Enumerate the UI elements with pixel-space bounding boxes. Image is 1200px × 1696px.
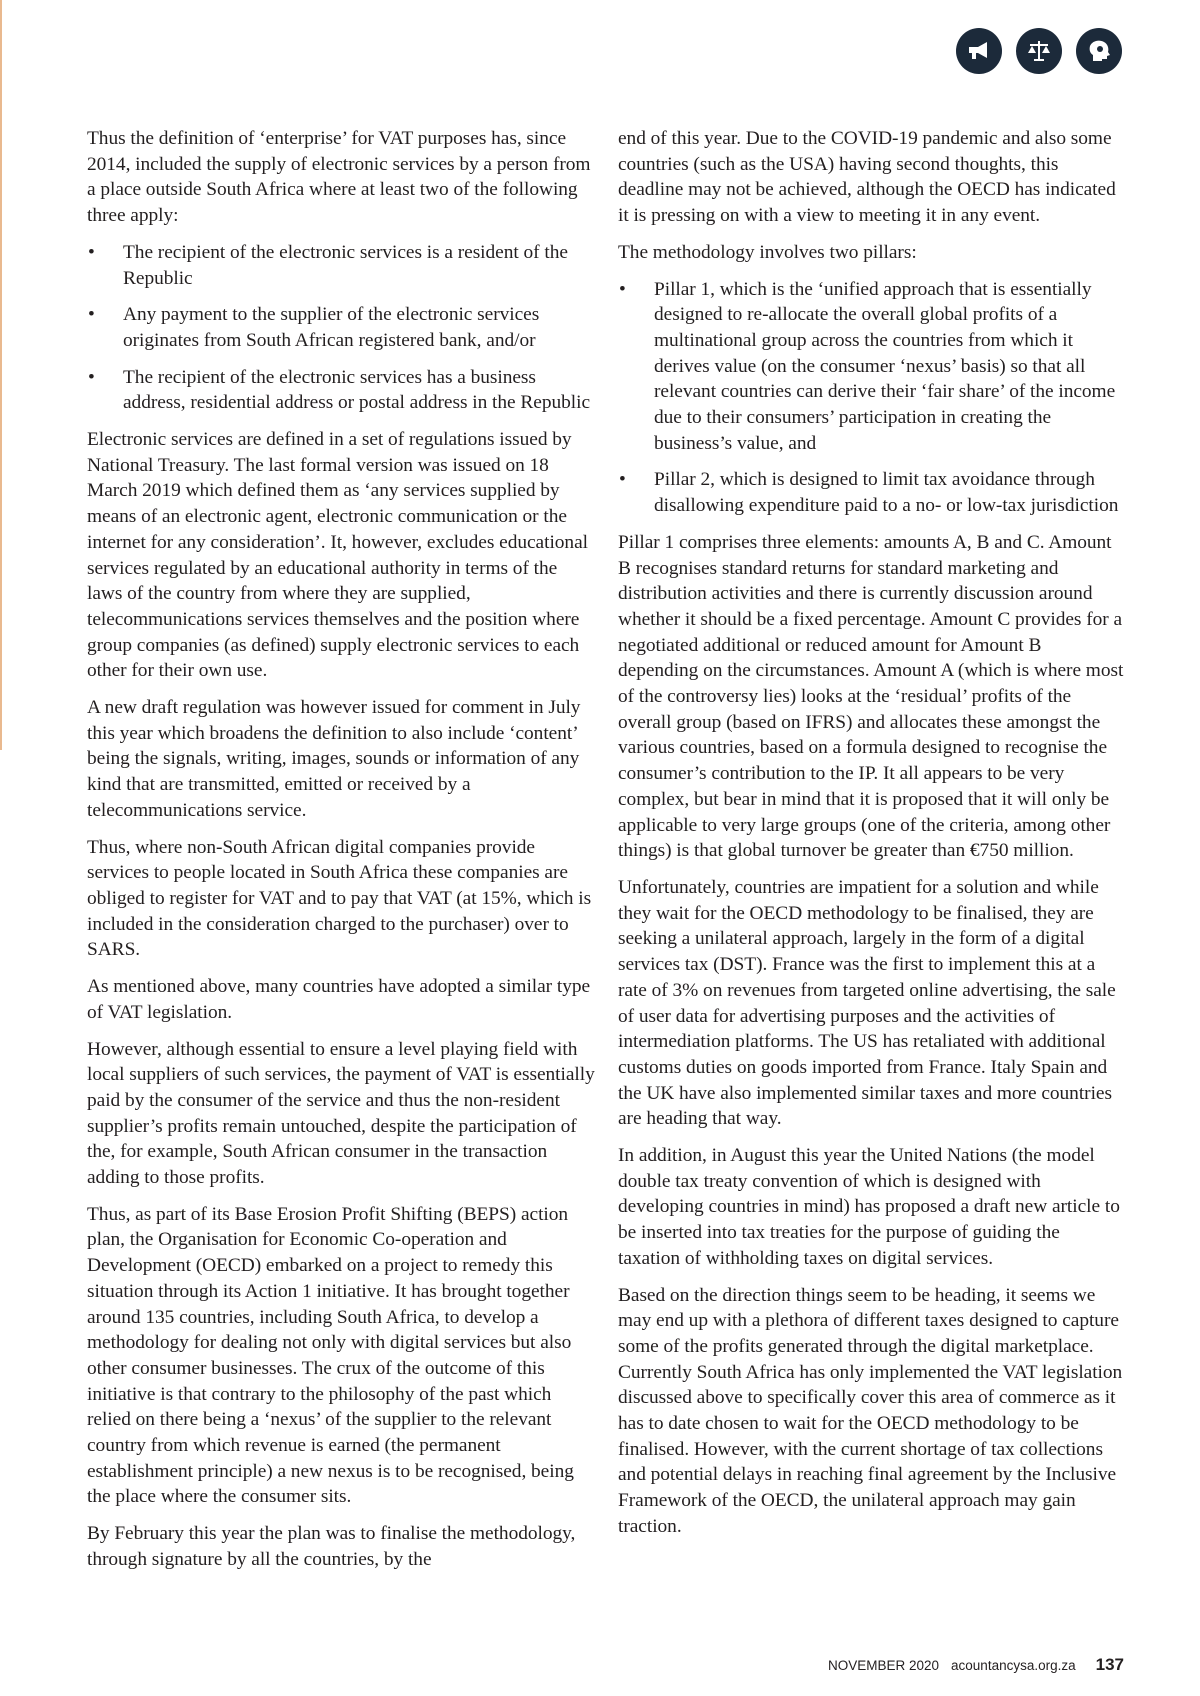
paragraph: Based on the direction things seem to be heading, it seems we may end up with a plethora of different taxes designed to capture some of the profits generated through the digital marketplace. Currently South Africa has only implemented the VAT legislation discussed above to specifically cover this area of commerce as it has to date chosen to wait for the OECD methodology to be finalised. However, with the current shortage of tax collections and potential delays in reaching final agreement by the Inclusive Framework of the OECD, the unilateral approach may gain traction. xyxy=(618,1284,1123,1537)
page-number: 137 xyxy=(1095,1655,1124,1674)
right-column xyxy=(618,126,1124,1551)
paragraph: Pillar 1 comprises three elements: amounts A, B and C. Amount B recognises standard returns for standard marketing and distribution activities and there is currently discussion around whether it should be a fixed percentage. Amount C provides for a negotiated additional or reduced amount for Amount B depending on the circumstances. Amount A (which is where most of the controversy lies) looks at the ‘residual’ profits of the overall group (based on IFRS) and allocates these amongst the various countries, based on a formula designed to recognise the consumer’s contribution to the IP. It all appears to be very complex, but bear in mind that it is proposed that it will only be applicable to very large groups (one of the criteria, among other things) is that global turnover be greater than €750 million. xyxy=(618,531,1124,862)
website: acountancysa.org.za xyxy=(951,1658,1076,1673)
list-item: • Pillar 2, which is designed to limit tax avoidance through disallowing expenditure paid to a no- or low-tax jurisdiction xyxy=(618,467,1124,518)
section-icons xyxy=(956,28,1122,74)
head-profile-icon xyxy=(1076,28,1122,74)
paragraph: A new draft regulation was however issued for comment in July this year which broadens the definition to also include ‘content’ being the signals, writing, images, sounds or information of any kind that are transmitted, emitted or received by a telecommunications service. xyxy=(87,697,581,821)
bullet-list xyxy=(87,240,595,416)
left-column xyxy=(87,126,595,1584)
paragraph: However, although essential to ensure a level playing field with local suppliers of such services, the payment of VAT is essentially paid by the consumer of the service and thus the non-resident supplier’s profits remain untouched, despite the participation of the, for example, South African consumer in the transaction adding to those profits. xyxy=(87,1038,595,1189)
list-item: • Any payment to the supplier of the electronic services originates from South African registered bank, and/or xyxy=(87,302,595,353)
scales-icon xyxy=(1016,28,1062,74)
paragraph: As mentioned above, many countries have adopted a similar type of VAT legislation. xyxy=(87,976,591,1023)
paragraph: Electronic services are defined in a set of regulations issued by National Treasury. The last formal version was issued on 18 March 2019 which defined them as ‘any services supplied by means of an electronic agent, electronic communication or the internet for any consideration’. It, however, excludes educational services regulated by an educational authority in terms of the laws of the country from where they are supplied, telecommunications services themselves and the position where group companies (as defined) supply electronic services to each other for their own use. xyxy=(87,429,588,682)
bullet-list xyxy=(618,277,1124,519)
paragraph: end of this year. Due to the COVID-19 pandemic and also some countries (such as the USA) having second thoughts, this deadline may not be achieved, although the OECD has indicated it is pressing on with a view to meeting it in any event. xyxy=(618,128,1116,227)
page-footer xyxy=(828,1655,1124,1675)
paragraph: The methodology involves two pillars: xyxy=(618,241,917,263)
page-edge-line xyxy=(0,0,2,750)
paragraph: Thus, where non-South African digital companies provide services to people located in South Africa these companies are obliged to register for VAT and to pay that VAT (at 15%, which is included in the consideration charged to the purchaser) over to SARS. xyxy=(87,836,592,961)
issue-date: NOVEMBER 2020 xyxy=(827,1658,940,1673)
list-item: • The recipient of the electronic services has a business address, residential address or postal address in the Republic xyxy=(87,365,595,416)
megaphone-icon xyxy=(956,28,1002,74)
paragraph: Thus, as part of its Base Erosion Profit Shifting (BEPS) action plan, the Organisation for Economic Co-operation and Development (OECD) embarked on a project to remedy this situation through its Action 1 initiative. It has brought together around 135 countries, including South Africa, to develop a methodology for dealing not only with digital services but also other consumer businesses. The crux of the outcome of this initiative is that contrary to the philosophy of the past which relied on there being a ‘nexus’ of the supplier to the relevant country from which revenue is earned (the permanent establishment principle) a new nexus is to be recognised, being the place where the consumer sits. xyxy=(87,1203,574,1508)
paragraph: Thus the definition of ‘enterprise’ for VAT purposes has, since 2014, included the supply of electronic services by a person from a place outside South Africa where at least two of the following three apply: xyxy=(87,128,591,227)
paragraph: Unfortunately, countries are impatient for a solution and while they wait for the OECD methodology to be finalised, they are seeking a unilateral approach, largely in the form of a digital services tax (DST). France was the first to implement this at a rate of 3% on revenues from targeted online advertising, the sale of user data for advertising purposes and the activities of intermediation platforms. The US has retaliated with additional customs duties on goods imported from France. Italy Spain and the UK have also implemented similar taxes and more countries are heading that way. xyxy=(618,876,1116,1130)
paragraph: In addition, in August this year the United Nations (the model double tax treaty convention of which is designed with developing countries in mind) has proposed a draft new article to be inserted into tax treaties for the purpose of guiding the taxation of withholding taxes on digital services. xyxy=(618,1145,1120,1269)
list-item: • The recipient of the electronic services is a resident of the Republic xyxy=(87,240,595,291)
paragraph: By February this year the plan was to finalise the methodology, through signature by all the countries, by the xyxy=(87,1523,576,1570)
list-item: • Pillar 1, which is the ‘unified approach that is essentially designed to re-allocate the overall global profits of a multinational group across the countries from which it derives value (on the consumer ‘nexus’ basis) so that all relevant countries can derive their ‘fair share’ of the income due to their consumers’ participation in creating the business’s value, and xyxy=(618,277,1124,457)
